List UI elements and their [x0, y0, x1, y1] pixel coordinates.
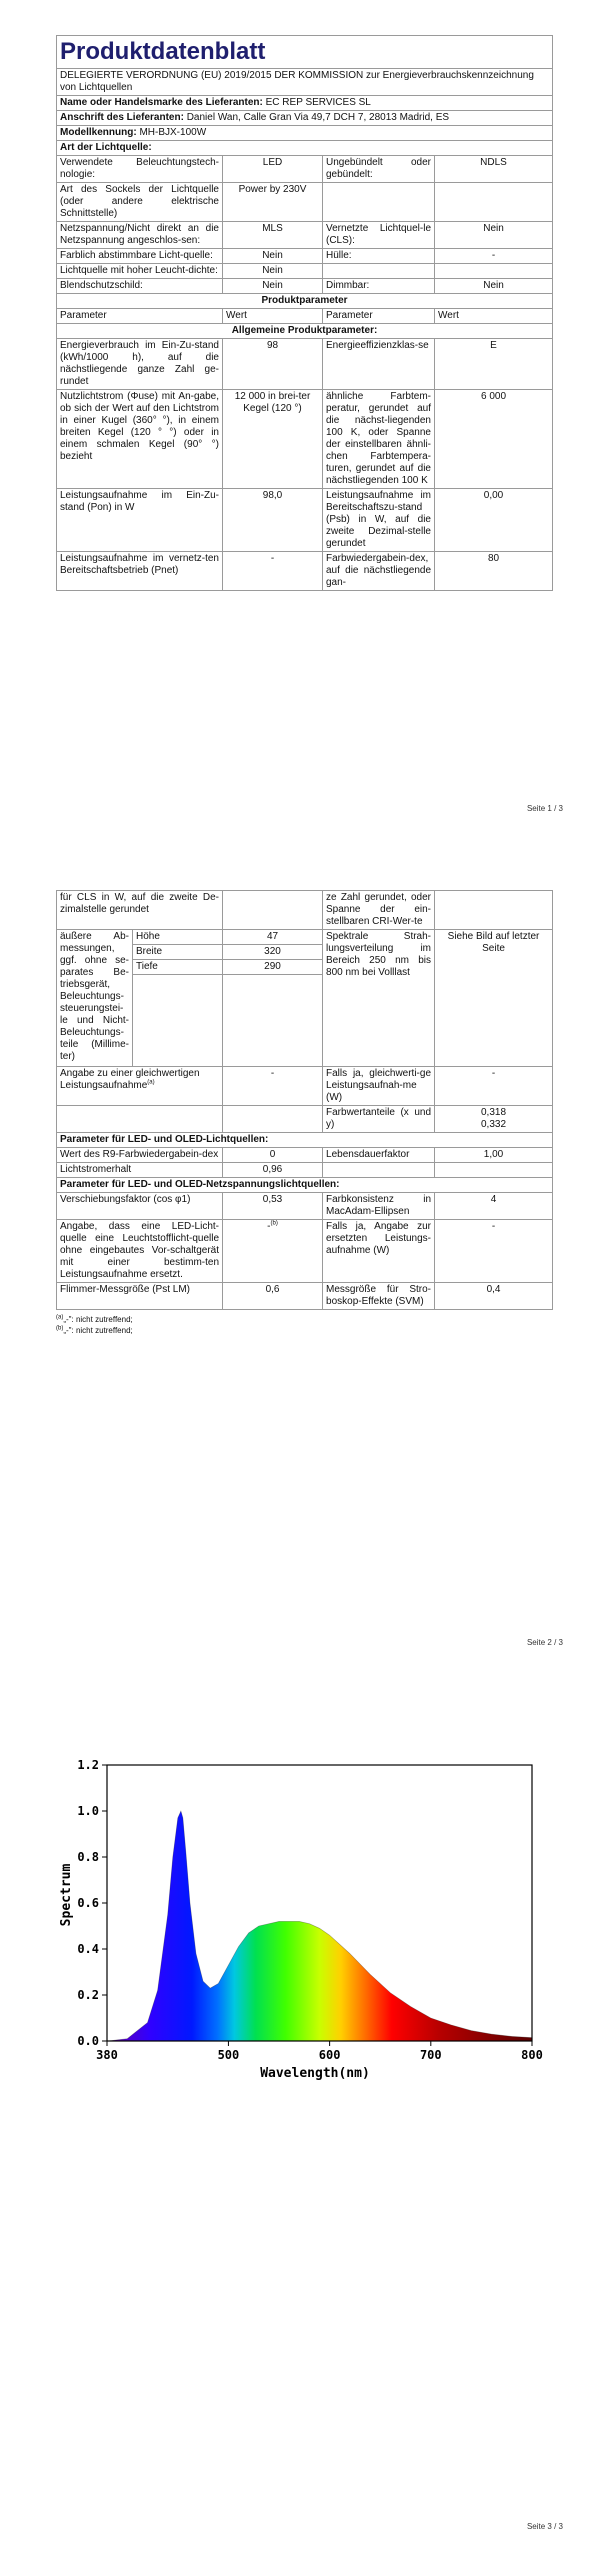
r9-label: Wert des R9-Farbwiedergabein-dex [57, 1148, 223, 1163]
row-label: Verwendete Beleuchtungstech-nologie: [57, 156, 223, 183]
footnote-a: $^{(a)}$„-": nicht zutreffend; [56, 1314, 133, 1324]
footnote-b-text: „-": nicht zutreffend; [63, 1326, 133, 1335]
type-row [57, 222, 553, 249]
supplier-name-row [57, 96, 553, 111]
param-row [57, 1163, 553, 1178]
param-label: für CLS in W, auf die zweite De-zimalstelle gerundet [57, 891, 223, 930]
x-axis-label: Wavelength(nm) [260, 2066, 370, 2081]
stroboscopic-label: Messgröße für Stro-boskop-Effekte (SVM) [323, 1283, 435, 1310]
y-axis-label: Spectrum [59, 1863, 74, 1927]
datasheet-table-1 [56, 35, 553, 591]
spectral-value: Siehe Bild auf letzter Seite [435, 930, 553, 1067]
dim-value: 47 [223, 930, 323, 945]
empty-cell [323, 1163, 435, 1178]
empty-cell [133, 975, 223, 1067]
equiv-value: - [223, 1067, 323, 1106]
param-row [57, 1106, 553, 1133]
param-value [435, 891, 553, 930]
param-row [57, 1283, 553, 1310]
param-label: Energieverbrauch im Ein-Zu-stand (kWh/1000 h), auf die nächstliegende ganze Zahl ge-rundet [57, 339, 223, 390]
replace-value: -$^{(b)}$ [223, 1220, 323, 1283]
param-value: 12 000 in brei-ter Kegel (120 °) [223, 390, 323, 489]
empty-cell [223, 1106, 323, 1133]
row-value: Power by 230V [223, 183, 323, 222]
row-value: Nein [223, 249, 323, 264]
type-row [57, 279, 553, 294]
row-value: NDLS [435, 156, 553, 183]
param-label: ähnliche Farbtem-peratur, gerundet auf die nächst-liegenden 100 K, oder Spanne der einstellbaren ähnli-chen Farbtempera-turen, gerundet auf die nächstliegenden 100 K [323, 390, 435, 489]
supplier-name-label: Name oder Handelsmarke des Lieferanten: [60, 97, 263, 108]
param-value [223, 891, 323, 930]
column-header-row [57, 309, 553, 324]
param-row [57, 1193, 553, 1220]
spectral-label: Spektrale Strah-lungsverteilung im Bereich 250 nm bis 800 nm bei Volllast [323, 930, 435, 1067]
dim-name: Tiefe [133, 960, 223, 975]
replace-power-label: Falls ja, Angabe zur ersetzten Leistungs-aufnahme (W) [323, 1220, 435, 1283]
footnote-b: $^{(b)}$„-": nicht zutreffend; [56, 1325, 133, 1335]
displacement-value: 0,53 [223, 1193, 323, 1220]
page-2 [0, 830, 603, 1660]
model-id: MH-BJX-100W [139, 127, 207, 138]
lightsource-type-label: Art der Lichtquelle: [57, 141, 553, 156]
y-tick-label: 1.0 [77, 1804, 99, 1818]
row-label: Hülle: [323, 249, 435, 264]
equiv-label: Angabe zu einer gleichwertigen Leistungsaufnahme$^{(a)}$ [57, 1067, 223, 1106]
param-row [57, 339, 553, 390]
footnote-a-text: „-": nicht zutreffend; [63, 1315, 133, 1324]
row-label: Farblich abstimmbare Licht-quelle: [57, 249, 223, 264]
row-label: Netzspannung/Nicht direkt an die Netzspannung angeschlos-sen: [57, 222, 223, 249]
general-params-header: Allgemeine Produktparameter: [57, 324, 553, 339]
row-value: Nein [435, 279, 553, 294]
supplier-address-row [57, 111, 553, 126]
page-1 [0, 0, 603, 830]
lifetime-label: Lebensdauerfaktor [323, 1148, 435, 1163]
row-label: Vernetzte Lichtquel-le (CLS): [323, 222, 435, 249]
row-label: Lichtquelle mit hoher Leucht-dichte: [57, 264, 223, 279]
maintenance-value: 0,96 [223, 1163, 323, 1178]
page-number: Seite 3 / 3 [526, 2522, 563, 2531]
type-row [57, 156, 553, 183]
datasheet-page-2 [56, 890, 552, 1336]
dim-value: 290 [223, 960, 323, 975]
dim-value: 320 [223, 945, 323, 960]
dims-label: äußere Ab-messungen, ggf. ohne se-parates Be-triebsgerät, Beleuchtungs-steuerungstei-le und Nicht-Beleuchtungs-teile (Millime-ter) [57, 930, 133, 1067]
displacement-label: Verschiebungsfaktor (cos φ1) [57, 1193, 223, 1220]
footnotes [56, 1314, 552, 1336]
led-params-header: Parameter für LED- und OLED-Lichtquellen: [57, 1133, 553, 1148]
empty-cell [223, 975, 323, 1067]
spectrum-area [107, 1811, 532, 2041]
mains-params-header: Parameter für LED- und OLED-Netzspannungslichtquellen: [57, 1178, 553, 1193]
row-label [323, 264, 435, 279]
flicker-label: Flimmer-Messgröße (Pst LM) [57, 1283, 223, 1310]
param-label: Leistungsaufnahme im vernetz-ten Bereitschaftsbetrieb (Pnet) [57, 552, 223, 591]
row-value [435, 264, 553, 279]
chroma-label: Farbwertanteile (x und y) [323, 1106, 435, 1133]
row-label [323, 183, 435, 222]
model-label: Modellkennung: [60, 127, 137, 138]
page-number: Seite 1 / 3 [526, 804, 563, 813]
param-value: - [223, 552, 323, 591]
x-tick-label: 600 [318, 2048, 341, 2062]
y-tick-label: 1.2 [77, 1758, 99, 1772]
param-value: E [435, 339, 553, 390]
row-value [435, 183, 553, 222]
row-label: Dimmbar: [323, 279, 435, 294]
type-row [57, 183, 553, 222]
stroboscopic-value: 0,4 [435, 1283, 553, 1310]
row-label: Ungebündelt oder gebündelt: [323, 156, 435, 183]
flicker-value: 0,6 [223, 1283, 323, 1310]
r9-value: 0 [223, 1148, 323, 1163]
regulation-text: DELEGIERTE VERORDNUNG (EU) 2019/2015 DER KOMMISSION zur Energieverbrauchskennzeichnung von Lichtquellen [57, 69, 553, 96]
param-label: Leistungsaufnahme im Bereitschaftszu-stand (Psb) in W, auf die zweite Dezimal-stelle gerundet [323, 489, 435, 552]
param-row [57, 1148, 553, 1163]
lifetime-value: 1,00 [435, 1148, 553, 1163]
supplier-name: EC REP SERVICES SL [265, 97, 371, 108]
param-label: Leistungsaufnahme im Ein-Zu-stand (Pon) in W [57, 489, 223, 552]
type-row [57, 249, 553, 264]
x-tick-label: 500 [217, 2048, 240, 2062]
empty-cell [57, 1106, 223, 1133]
param-label: Farbwiedergabein-dex, auf die nächstliegende gan- [323, 552, 435, 591]
datasheet-page-1 [56, 35, 552, 591]
macadam-label: Farbkonsistenz in MacAdam-Ellipsen [323, 1193, 435, 1220]
row-value: Nein [223, 279, 323, 294]
spectrum-chart [52, 1745, 552, 2095]
type-row [57, 264, 553, 279]
equiv-power-value: - [435, 1067, 553, 1106]
replace-power-value: - [435, 1220, 553, 1283]
param-value: 98 [223, 339, 323, 390]
x-tick-label: 380 [96, 2048, 118, 2062]
x-tick-label: 800 [521, 2048, 543, 2062]
y-tick-label: 0.0 [77, 2034, 99, 2048]
row-value: LED [223, 156, 323, 183]
row-label: Blendschutzschild: [57, 279, 223, 294]
dim-name: Breite [133, 945, 223, 960]
param-row [57, 891, 553, 930]
equiv-label-text: Angabe zu einer gleichwertigen Leistungsaufnahme [60, 1068, 200, 1091]
param-row [57, 489, 553, 552]
row-value: - [435, 249, 553, 264]
param-row [57, 390, 553, 489]
supplier-address-label: Anschrift des Lieferanten: [60, 112, 184, 123]
page-number: Seite 2 / 3 [526, 1638, 563, 1647]
y-tick-label: 0.6 [77, 1896, 99, 1910]
row-value: Nein [435, 222, 553, 249]
chroma-values [435, 1106, 553, 1133]
param-row [57, 1220, 553, 1283]
replace-label: Angabe, dass eine LED-Licht-quelle eine Leuchtstofflicht-quelle ohne eingebautes Vor-schaltgerät mit einer bestimm-ten Leistungsaufnahme ersetzt. [57, 1220, 223, 1283]
y-tick-label: 0.4 [77, 1942, 99, 1956]
param-value: 0,00 [435, 489, 553, 552]
param-row [57, 552, 553, 591]
replace-value-text: - [267, 1221, 271, 1232]
equiv-power-label: Falls ja, gleichwerti-ge Leistungsaufnah-me (W) [323, 1067, 435, 1106]
col-header-value: Wert [435, 309, 553, 324]
chroma-y: 0,332 [481, 1119, 507, 1130]
supplier-address: Daniel Wan, Calle Gran Via 49,7 DCH 7, 28013 Madrid, ES [186, 112, 450, 123]
chroma-x: 0,318 [481, 1107, 507, 1118]
page-3 [0, 1660, 603, 2560]
datasheet-table-2 [56, 890, 553, 1310]
param-label: ze Zahl gerundet, oder Spanne der ein-stellbaren CRI-Wer-te [323, 891, 435, 930]
maintenance-label: Lichtstromerhalt [57, 1163, 223, 1178]
x-tick-label: 700 [419, 2048, 442, 2062]
product-params-header: Produktparameter [57, 294, 553, 309]
col-header-param: Parameter [323, 309, 435, 324]
col-header-value: Wert [223, 309, 323, 324]
row-label: Art des Sockels der Lichtquelle (oder andere elektrische Schnittstelle) [57, 183, 223, 222]
row-value: MLS [223, 222, 323, 249]
dims-row [57, 930, 553, 945]
param-value: 6 000 [435, 390, 553, 489]
y-tick-label: 0.8 [77, 1850, 99, 1864]
document-title: Produktdatenblatt [57, 36, 553, 69]
param-row [57, 1067, 553, 1106]
model-row [57, 126, 553, 141]
col-header-param: Parameter [57, 309, 223, 324]
macadam-value: 4 [435, 1193, 553, 1220]
y-tick-label: 0.2 [77, 1988, 99, 2002]
dim-name: Höhe [133, 930, 223, 945]
empty-cell [435, 1163, 553, 1178]
param-value: 98,0 [223, 489, 323, 552]
param-value: 80 [435, 552, 553, 591]
row-value: Nein [223, 264, 323, 279]
param-label: Energieeffizienzklas-se [323, 339, 435, 390]
param-label: Nutzlichtstrom (Φuse) mit An-gabe, ob sich der Wert auf den Lichtstrom in einer Kugel (360° °), in einem breiten Kegel (120 ° °) oder in einem schmalen Kegel (90° °) bezieht [57, 390, 223, 489]
